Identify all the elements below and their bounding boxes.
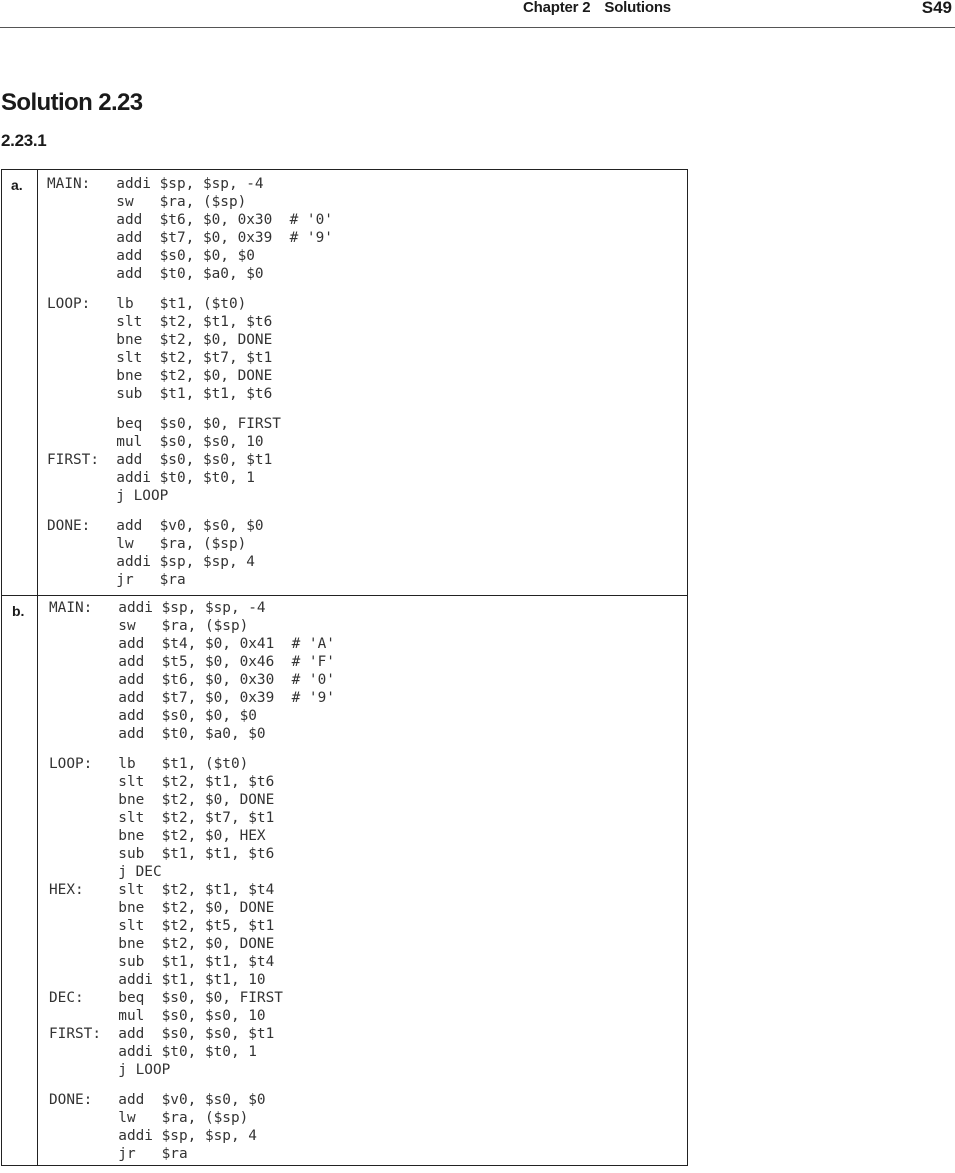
code-line: sw $ra, ($sp) — [49, 618, 249, 634]
code-line: addi $t0, $t0, 1 — [47, 470, 255, 486]
code-line: slt $t2, $t1, $t6 — [49, 774, 275, 790]
code-listing-b — [38, 596, 687, 1165]
code-line: DONE: add $v0, $s0, $0 — [47, 518, 264, 534]
code-line: FIRST: add $s0, $s0, $t1 — [49, 1026, 275, 1042]
chapter-label: Chapter 2 — [523, 0, 591, 16]
code-line: add $t7, $0, 0x39 # '9' — [49, 690, 335, 706]
block-spacer — [49, 743, 687, 755]
code-line: jr $ra — [49, 1146, 188, 1162]
code-line: addi $t1, $t1, 10 — [49, 972, 266, 988]
code-line: LOOP: lb $t1, ($t0) — [47, 296, 247, 312]
part-a-label: a. — [11, 177, 23, 193]
part-b-label-cell — [2, 596, 38, 1166]
part-b-row — [2, 596, 688, 1166]
code-line: HEX: slt $t2, $t1, $t4 — [49, 882, 275, 898]
code-line: beq $s0, $0, FIRST — [47, 416, 281, 432]
running-header — [0, 0, 955, 28]
code-line: j LOOP — [49, 1062, 171, 1078]
code-line: add $t6, $0, 0x30 # '0' — [49, 672, 335, 688]
code-line: jr $ra — [47, 572, 186, 588]
code-line: sub $t1, $t1, $t6 — [47, 386, 273, 402]
code-line: DONE: add $v0, $s0, $0 — [49, 1092, 266, 1108]
code-line: bne $t2, $0, DONE — [49, 900, 275, 916]
code-line: add $s0, $0, $0 — [49, 708, 257, 724]
chapter-heading — [523, 0, 671, 16]
code-line: bne $t2, $0, DONE — [47, 368, 273, 384]
part-a-row — [2, 170, 688, 596]
solution-title: Solution 2.23 — [1, 89, 143, 116]
code-line: MAIN: addi $sp, $sp, -4 — [47, 176, 264, 192]
code-line: lw $ra, ($sp) — [47, 536, 247, 552]
code-line: add $t6, $0, 0x30 # '0' — [47, 212, 333, 228]
code-line: sub $t1, $t1, $t4 — [49, 954, 275, 970]
code-line: mul $s0, $s0, 10 — [49, 1008, 266, 1024]
code-line: addi $t0, $t0, 1 — [49, 1044, 257, 1060]
code-line: add $t0, $a0, $0 — [49, 726, 266, 742]
part-a-label-cell — [2, 170, 38, 596]
code-line: add $t0, $a0, $0 — [47, 266, 264, 282]
code-line: bne $t2, $0, DONE — [47, 332, 273, 348]
code-line: LOOP: lb $t1, ($t0) — [49, 756, 249, 772]
block-spacer — [47, 505, 687, 517]
code-line: slt $t2, $t7, $t1 — [47, 350, 273, 366]
code-line: sw $ra, ($sp) — [47, 194, 247, 210]
code-line: sub $t1, $t1, $t6 — [49, 846, 275, 862]
code-line: lw $ra, ($sp) — [49, 1110, 249, 1126]
code-line: bne $t2, $0, DONE — [49, 792, 275, 808]
code-line: j DEC — [49, 864, 162, 880]
code-line: add $s0, $0, $0 — [47, 248, 255, 264]
part-b-code-cell — [38, 596, 688, 1166]
code-listing-a — [38, 170, 687, 595]
code-line: add $t7, $0, 0x39 # '9' — [47, 230, 333, 246]
code-line: j LOOP — [47, 488, 169, 504]
code-line: mul $s0, $s0, 10 — [47, 434, 264, 450]
part-a-code-cell — [38, 170, 688, 596]
code-line: slt $t2, $t7, $t1 — [49, 810, 275, 826]
block-spacer — [47, 283, 687, 295]
code-line: addi $sp, $sp, 4 — [49, 1128, 257, 1144]
code-line: bne $t2, $0, DONE — [49, 936, 275, 952]
block-spacer — [49, 1079, 687, 1091]
code-line: slt $t2, $t1, $t6 — [47, 314, 273, 330]
subsection-title: 2.23.1 — [1, 131, 47, 150]
section-label: Solutions — [604, 0, 671, 16]
code-line: bne $t2, $0, HEX — [49, 828, 266, 844]
code-line: DEC: beq $s0, $0, FIRST — [49, 990, 283, 1006]
code-line: addi $sp, $sp, 4 — [47, 554, 255, 570]
code-line: slt $t2, $t5, $t1 — [49, 918, 275, 934]
block-spacer — [47, 403, 687, 415]
code-line: FIRST: add $s0, $s0, $t1 — [47, 452, 273, 468]
code-line: add $t5, $0, 0x46 # 'F' — [49, 654, 335, 670]
code-line: add $t4, $0, 0x41 # 'A' — [49, 636, 335, 652]
page-number: S49 — [921, 0, 952, 17]
code-line: MAIN: addi $sp, $sp, -4 — [49, 600, 266, 616]
solution-table — [1, 169, 688, 1166]
part-b-label: b. — [12, 603, 25, 619]
